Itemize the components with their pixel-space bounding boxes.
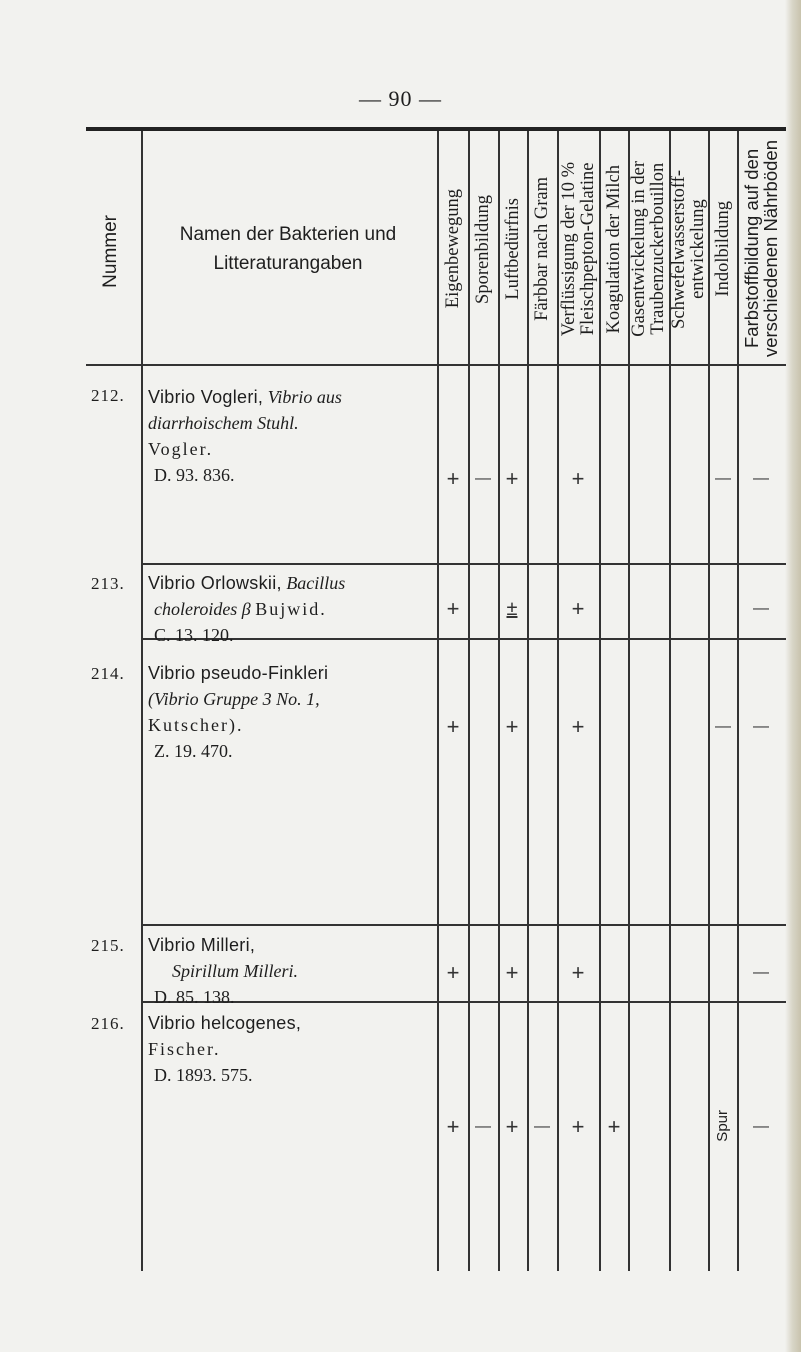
header-indolbildung: Indolbildung (712, 201, 733, 297)
value-cell: — (475, 470, 491, 487)
value-cell: — (475, 1118, 491, 1135)
row-divider (141, 924, 786, 926)
header-eigenbewegung: Eigenbewegung (442, 189, 463, 309)
header-nummer: Nummer (100, 214, 121, 288)
header-koagulation: Koagulation der Milch (603, 164, 624, 334)
value-cell: + (505, 960, 519, 985)
value-cell: — (753, 1118, 769, 1135)
table-row: Vibrio Milleri, Spirillum Milleri. D. 85. 138. (148, 935, 298, 1007)
value-cell: + (571, 960, 585, 985)
value-cell: — (753, 600, 769, 617)
row-number: 214. (91, 664, 125, 683)
header-bottom-rule (86, 364, 786, 366)
value-cell: — (753, 470, 769, 487)
header-luftbeduerfnis: Luftbedürfnis (502, 198, 523, 300)
value-cell: + (446, 596, 460, 621)
page-edge (785, 0, 801, 1352)
value-cell: + (446, 466, 460, 491)
value-cell: + (446, 714, 460, 739)
page-number: — 90 — (359, 86, 442, 111)
value-cell: + (505, 714, 519, 739)
value-cell: — (753, 964, 769, 981)
table-row: Vibrio pseudo-Finkleri (Vibrio Gruppe 3 No. 1, Kutscher). Z. 19. 470. (148, 663, 329, 761)
value-cell: + (446, 1114, 460, 1139)
header-gasentwickelung: Gasentwickelung in der Traubenzuckerbouillon (629, 161, 668, 337)
header-faerbbar-gram: Färbbar nach Gram (532, 177, 552, 321)
row-number: 216. (91, 1014, 125, 1033)
header-sporenbildung: Sporenbildung (473, 194, 493, 304)
value-cell: + (571, 466, 585, 491)
value-cell: + (571, 1114, 585, 1139)
header-verfluessigung: Verflüssigung der 10 % Fleischpepton-Gelatine (558, 161, 598, 337)
header-names: Namen der Bakterien und Litteraturangaben (179, 224, 397, 274)
value-cell: + (505, 466, 519, 491)
value-cell: — (715, 470, 731, 487)
header-farbstoffbildung: Farbstoffbildung auf den verschiedenen Nährböden (741, 140, 781, 358)
value-cell: + (571, 714, 585, 739)
value-cell: + (607, 1114, 621, 1139)
row-number: 215. (91, 936, 125, 955)
table-row: Vibrio Orlowskii, Bacillus choleroides β Bujwid. C. 13. 120. (148, 573, 346, 645)
table-row: Vibrio helcogenes, Fischer. D. 1893. 575. (148, 1013, 302, 1085)
table-row: Vibrio Vogleri, Vibrio aus diarrhoischem Stuhl. Vogler. D. 93. 836. (148, 387, 342, 485)
header-schwefelwasserstoff: Schwefelwasserstoff- entwickelung (669, 169, 708, 329)
row-number: 213. (91, 574, 125, 593)
column-divider (141, 131, 143, 1271)
row-number: 212. (91, 386, 125, 405)
value-cell: ± (506, 598, 518, 620)
value-cell: — (753, 718, 769, 735)
value-cell: — (534, 1118, 550, 1135)
value-cell: + (446, 960, 460, 985)
value-cell: + (571, 596, 585, 621)
value-cell-spur: Spur (714, 1110, 731, 1142)
value-cell: + (505, 1114, 519, 1139)
table-top-rule (86, 127, 786, 131)
value-cell: — (715, 718, 731, 735)
row-divider (141, 563, 786, 565)
